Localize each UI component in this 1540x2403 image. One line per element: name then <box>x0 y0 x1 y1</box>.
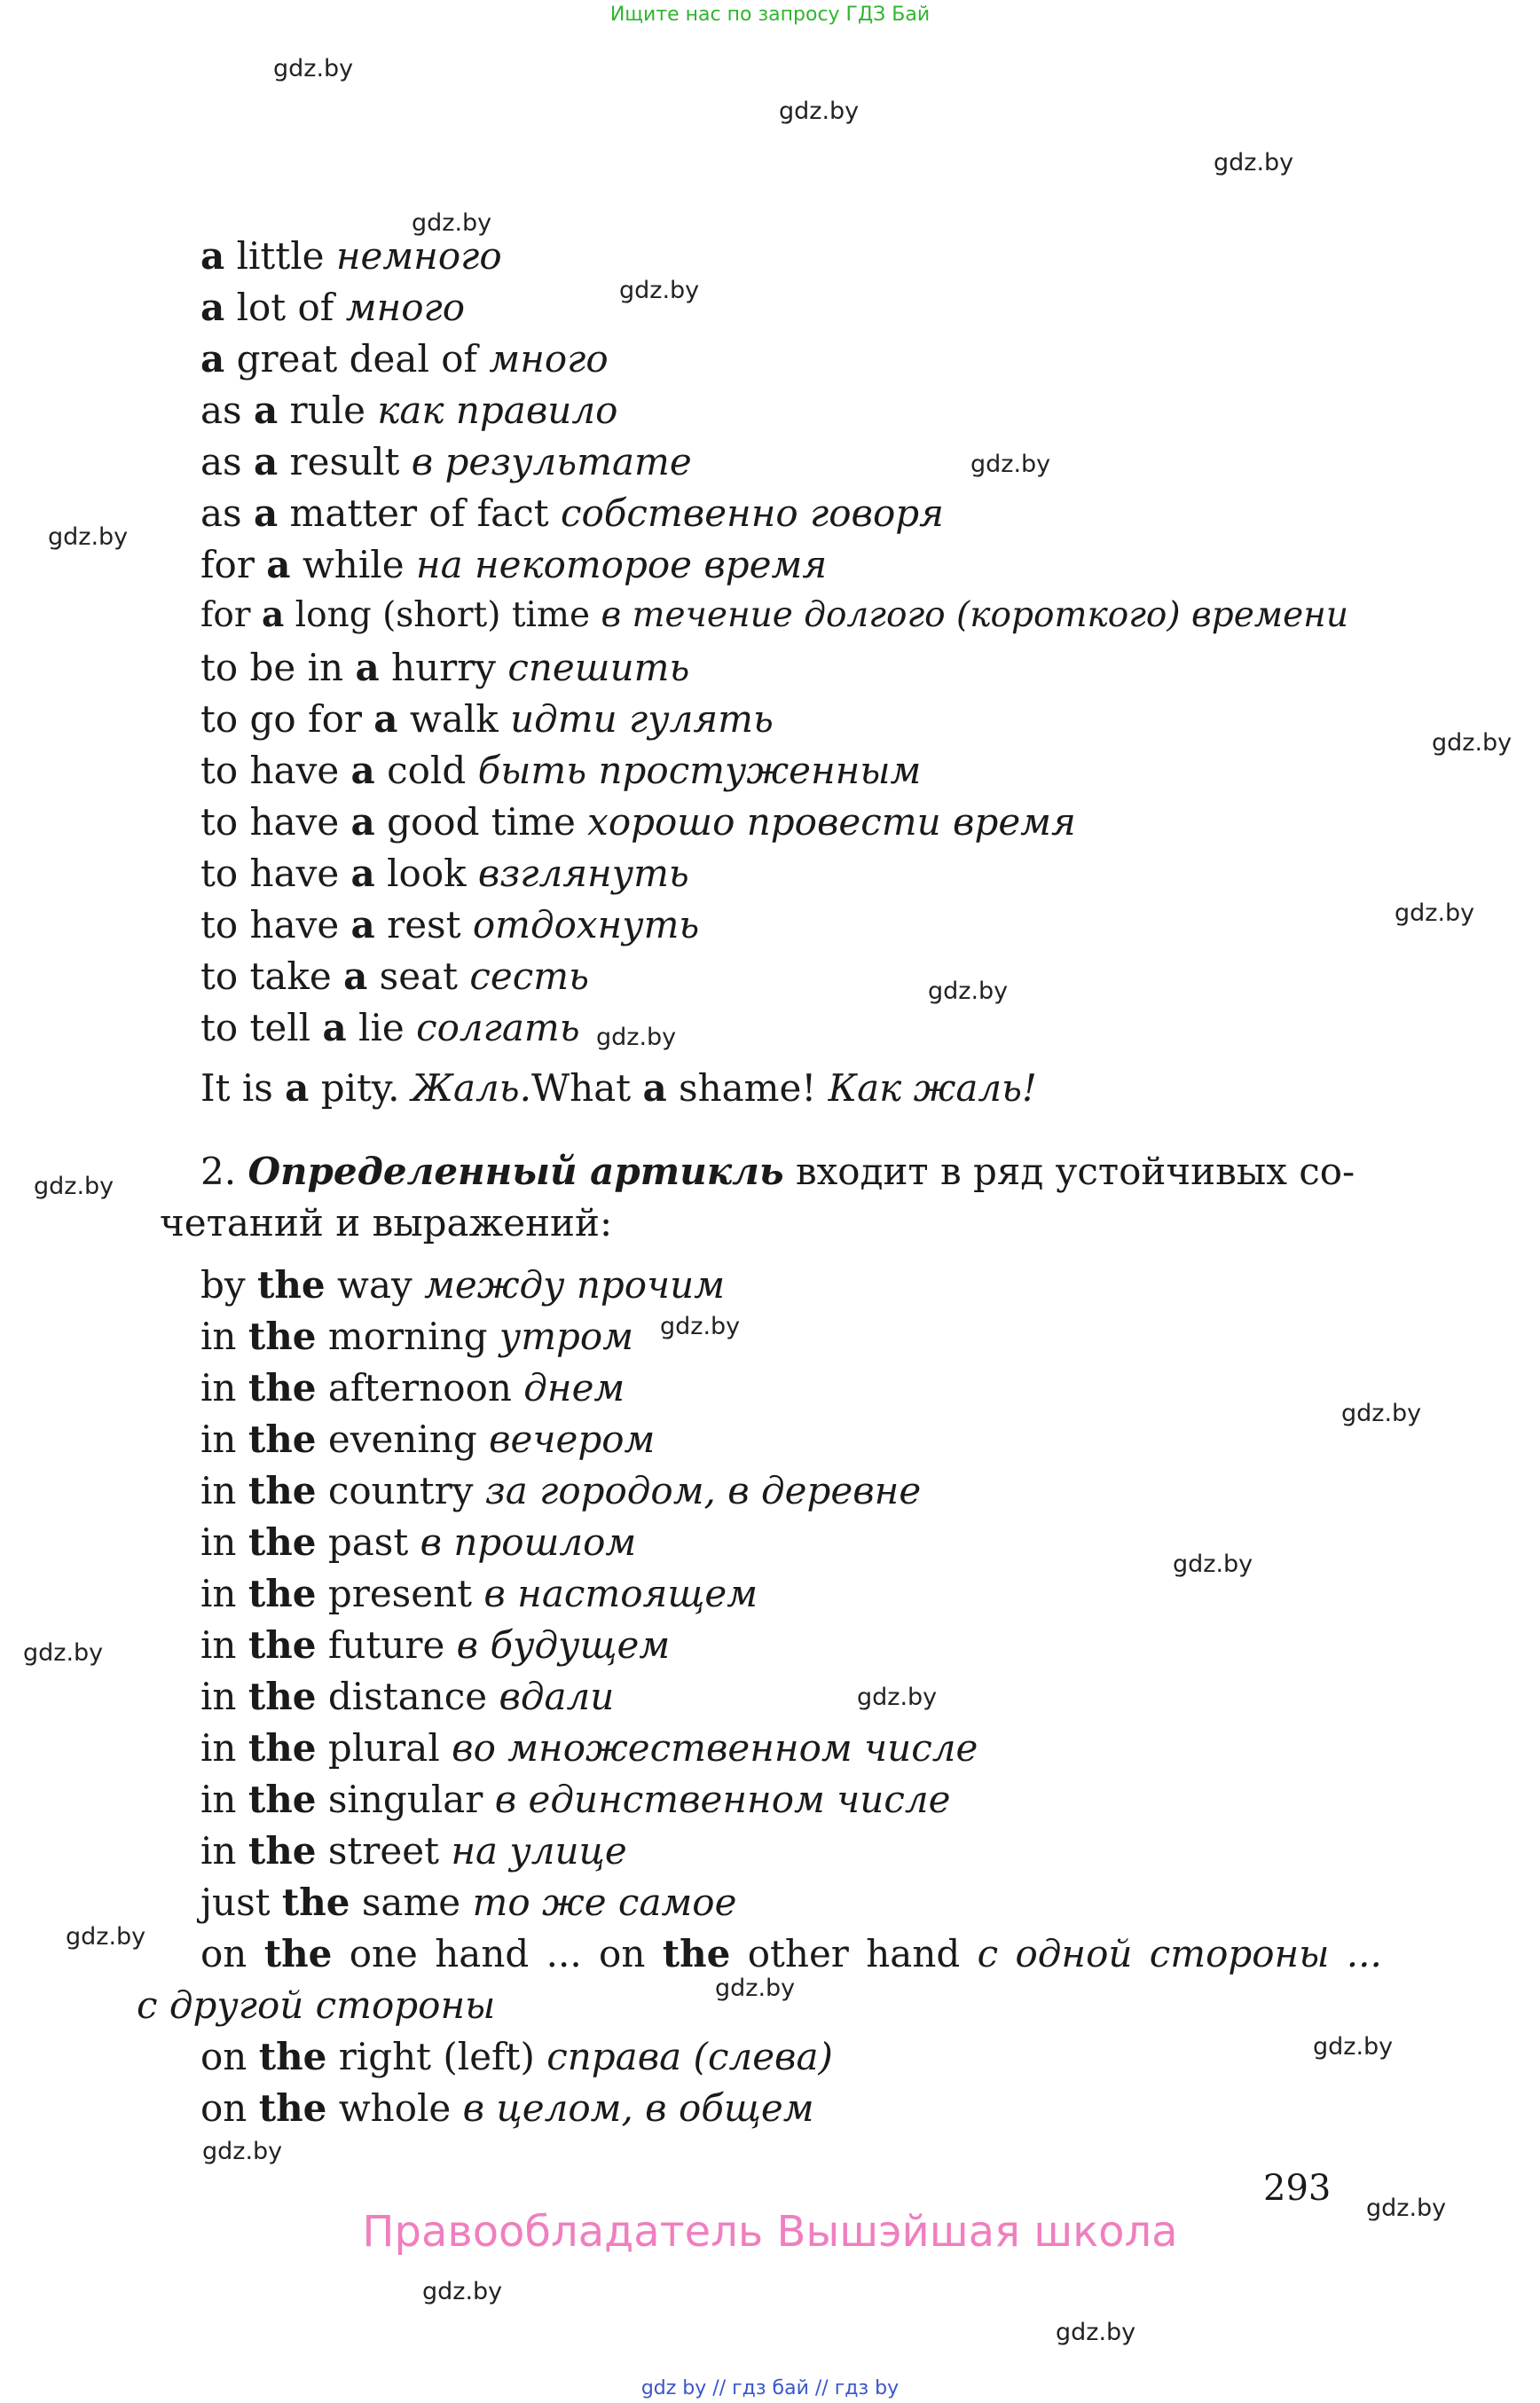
phrase-line: in the street на улице <box>200 1829 627 1873</box>
watermark: gdz.by <box>1173 1551 1253 1578</box>
footer-links[interactable]: gdz by // гдз бай // гдз by <box>640 2377 900 2399</box>
phrase-line: in the future в будущем <box>200 1623 671 1667</box>
watermark: gdz.by <box>715 1975 796 2002</box>
phrase-line: in the afternoon днем <box>200 1366 625 1410</box>
phrase-line: to go for a walk идти гулять <box>200 697 774 741</box>
phrase-line: as a result в результате <box>200 440 692 483</box>
watermark: gdz.by <box>1313 2033 1394 2061</box>
watermark: gdz.by <box>619 277 700 304</box>
watermark: gdz.by <box>422 2278 503 2305</box>
watermark: gdz.by <box>1432 729 1512 757</box>
phrase-line: to tell a lie солгать <box>200 1006 580 1049</box>
phrase-line: to have a rest отдохнуть <box>200 903 700 946</box>
watermark: gdz.by <box>1214 149 1294 177</box>
phrase-line: a lot of много <box>200 286 465 329</box>
phrase-line: in the country за городом, в деревне <box>200 1469 922 1512</box>
watermark: gdz.by <box>1395 899 1475 927</box>
watermark: gdz.by <box>23 1639 104 1667</box>
section2-intro-cont: четаний и выражений: <box>160 1201 613 1245</box>
owner-notice: Правообладатель Вышэйшая школа <box>362 2207 1178 2257</box>
watermark: gdz.by <box>412 209 492 237</box>
phrase-line: a little немного <box>200 234 502 278</box>
phrase-line: in the past в прошлом <box>200 1520 637 1564</box>
phrase-line: to be in a hurry спешить <box>200 646 690 689</box>
phrase-line: in the singular в единственном числе <box>200 1778 951 1821</box>
phrase-line: as a rule как правило <box>200 389 618 432</box>
phrase-line: in the present в настоящем <box>200 1572 758 1615</box>
phrase-line: to have a cold быть простуженным <box>200 749 922 792</box>
watermark: gdz.by <box>1341 1400 1422 1427</box>
page-number: 293 <box>1263 2168 1332 2209</box>
section2-intro: 2. Определенный артикль входит в ряд устойчивых со- <box>200 1150 1355 1193</box>
phrase-line: for a long (short) time в течение долгого (короткого) времени <box>200 594 1348 635</box>
watermark: gdz.by <box>928 978 1009 1005</box>
phrase-line: to have a look взглянуть <box>200 852 689 895</box>
watermark: gdz.by <box>857 1684 938 1711</box>
watermark: gdz.by <box>66 1923 146 1951</box>
phrase-line: in the plural во множественном числе <box>200 1726 978 1770</box>
phrase-line: by the way между прочим <box>200 1263 726 1307</box>
watermark: gdz.by <box>596 1024 677 1051</box>
phrase-line: a great deal of много <box>200 337 609 381</box>
hand-line-cont: с другой стороны <box>137 1983 496 2027</box>
phrase-line: just the same то же самое <box>200 1881 737 1924</box>
watermark: gdz.by <box>779 98 860 125</box>
watermark: gdz.by <box>1056 2319 1136 2346</box>
phrase-line: to have a good time хорошо провести время <box>200 800 1076 844</box>
watermark: gdz.by <box>48 523 129 551</box>
phrase-line: in the morning утром <box>200 1315 634 1358</box>
watermark: gdz.by <box>273 55 354 82</box>
phrase-line: for a while на некоторое время <box>200 543 828 586</box>
hand-line: on the one hand ... on the other hand с одной стороны ... <box>200 1932 1382 1975</box>
search-hint-link[interactable]: Ищите нас по запросу ГДЗ Бай <box>609 4 931 26</box>
watermark: gdz.by <box>202 2138 283 2165</box>
phrase-line: as a matter of fact собственно говоря <box>200 491 944 535</box>
watermark: gdz.by <box>1366 2195 1447 2222</box>
phrase-line: on the whole в целом, в общем <box>200 2086 814 2130</box>
phrase-line: on the right (left) справа (слева) <box>200 2035 833 2078</box>
watermark: gdz.by <box>34 1173 114 1200</box>
watermark: gdz.by <box>660 1313 741 1340</box>
phrase-line: in the evening вечером <box>200 1417 656 1461</box>
watermark: gdz.by <box>970 451 1051 478</box>
phrase-line: in the distance вдали <box>200 1675 615 1718</box>
phrase-line: to take a seat сесть <box>200 954 589 998</box>
pity-line: It is a pity. Жаль.What a shame! Как жаль! <box>200 1066 1037 1110</box>
